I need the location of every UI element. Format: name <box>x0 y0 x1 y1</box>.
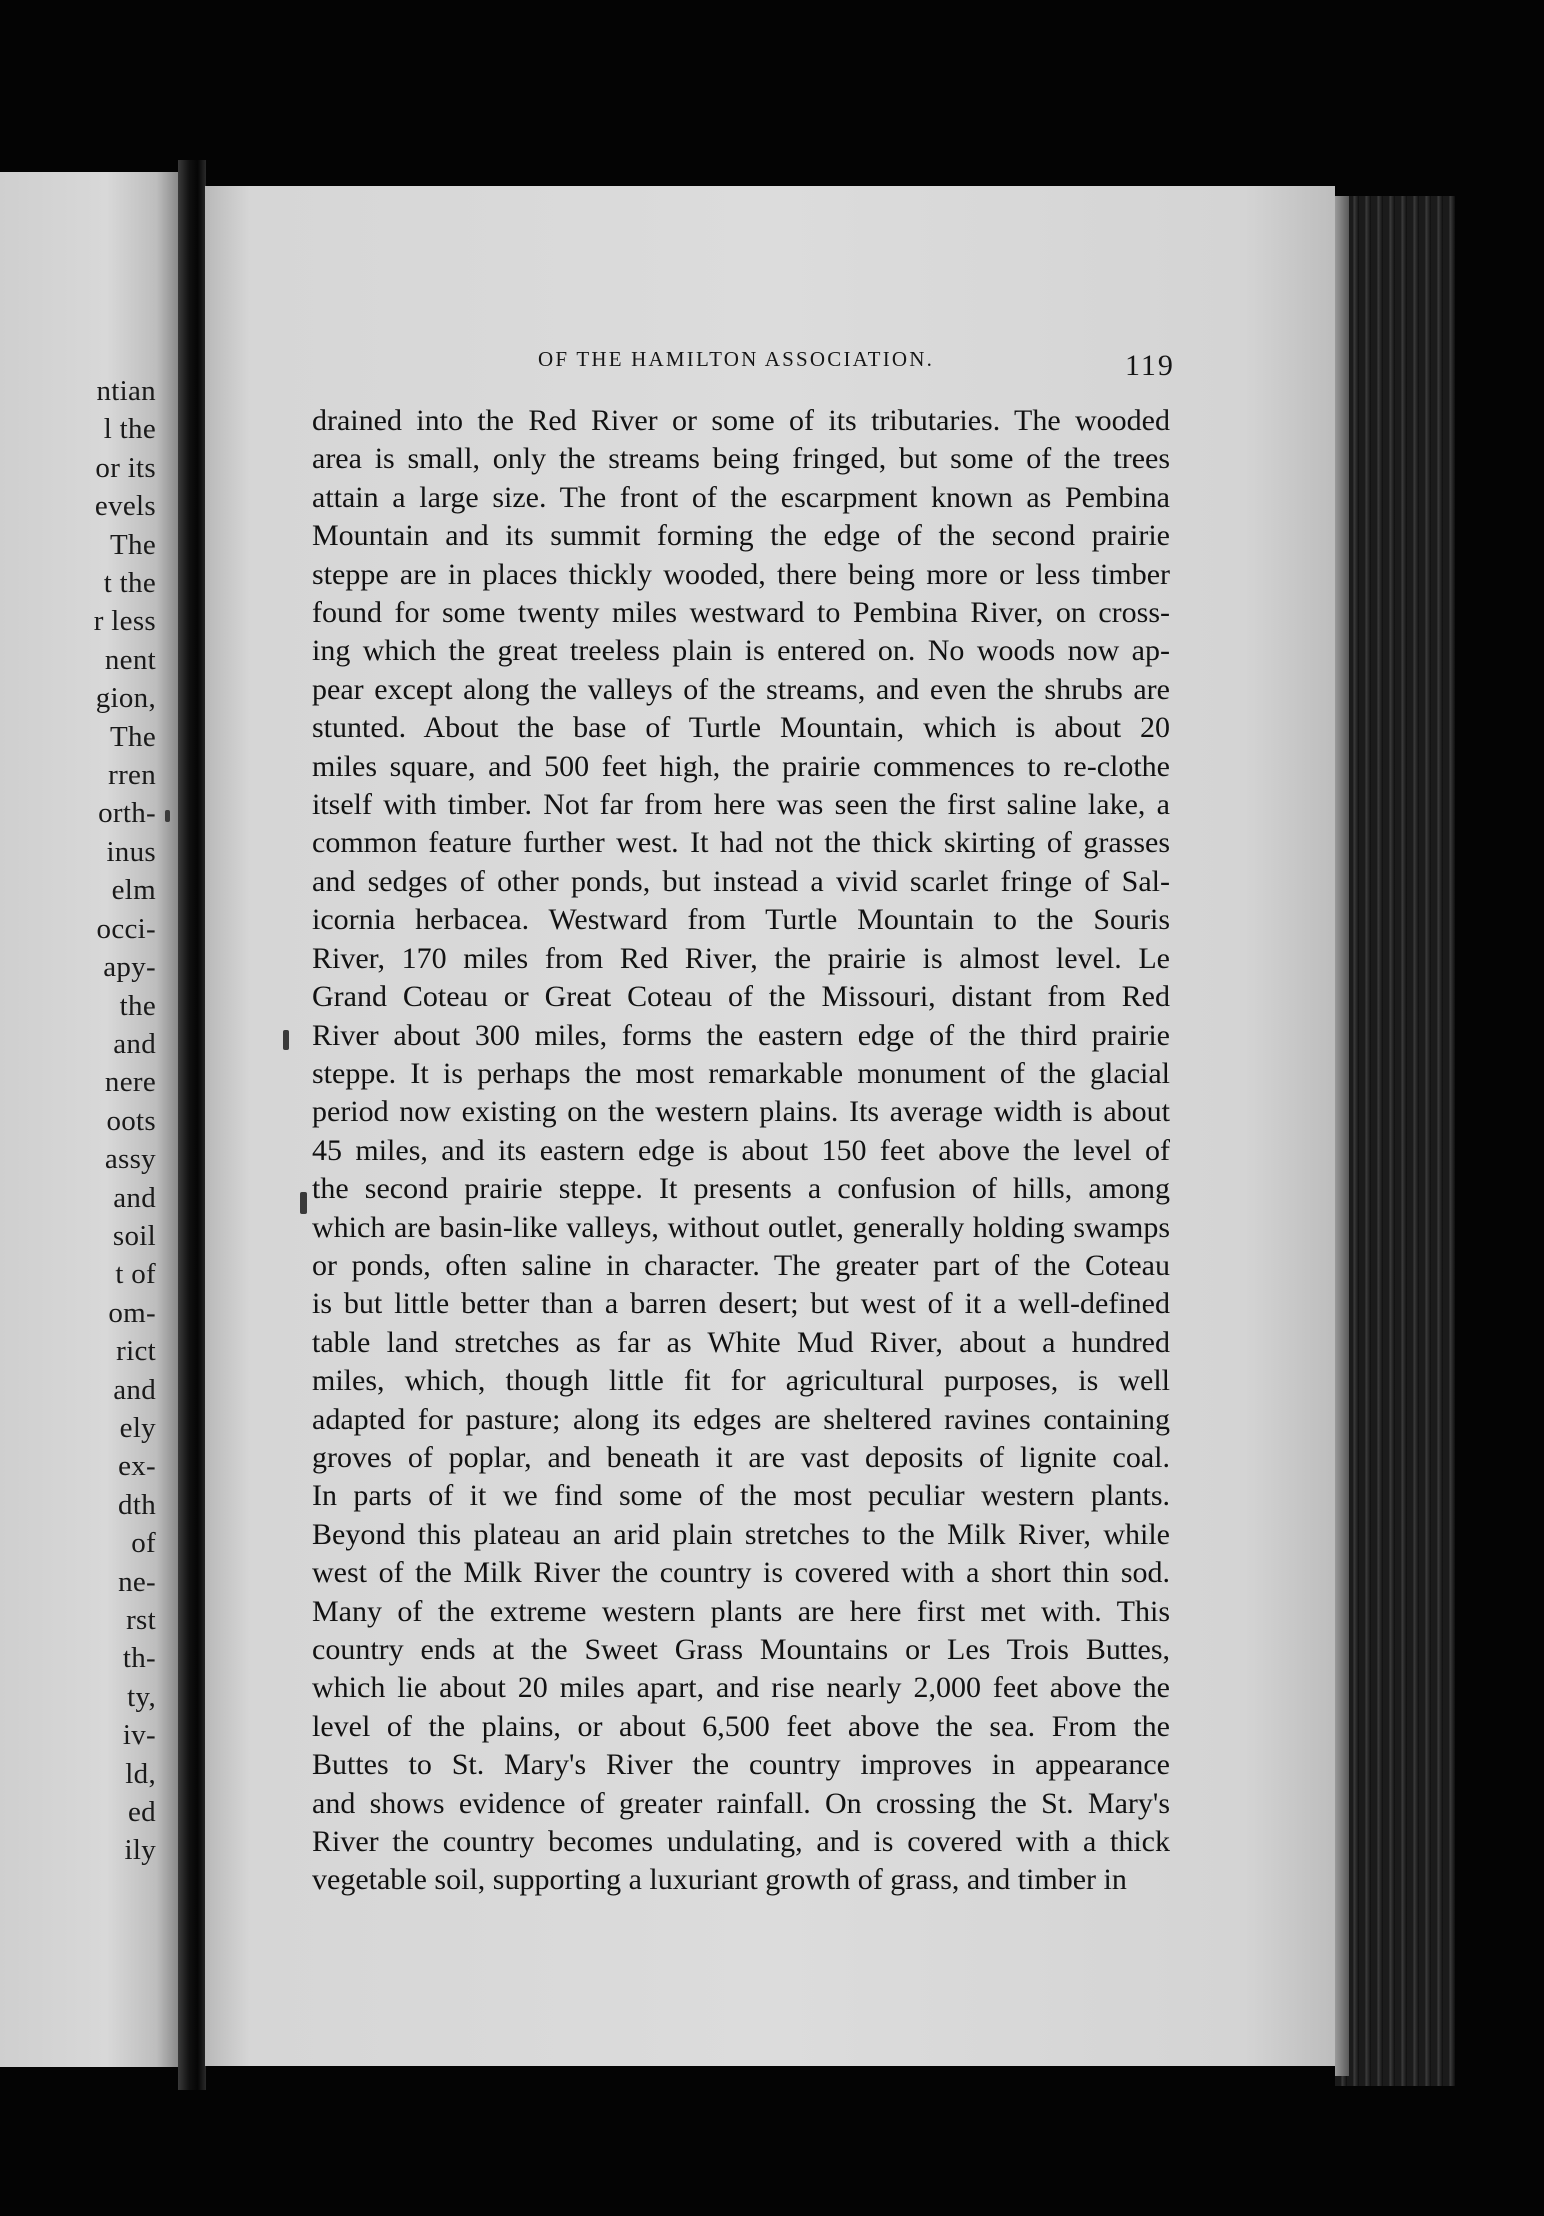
left-page-fragment: ntian <box>96 375 156 407</box>
left-page-fragment: l the <box>103 413 156 446</box>
left-page-fragment: and <box>113 1373 156 1406</box>
text-line: and sedges of other ponds, but instead a vivid scarlet fringe of Sal- <box>312 864 1170 898</box>
left-page-fragment: ne- <box>118 1565 156 1598</box>
text-line: 45 miles, and its eastern edge is about 150 feet above the level of <box>312 1133 1170 1167</box>
text-line: River about 300 miles, forms the eastern edge of the third prairie <box>312 1018 1170 1052</box>
margin-mark <box>300 1192 307 1214</box>
page-number: 119 <box>1125 349 1175 382</box>
text-line: ing which the great treeless plain is entered on. No woods now ap- <box>312 634 1170 668</box>
text-line: adapted for pasture; along its edges are sheltered ravines containing <box>312 1402 1170 1436</box>
left-page-fragment: soil <box>112 1219 156 1252</box>
left-page-fragment: t of <box>115 1258 156 1291</box>
left-page-fragment: t the <box>103 567 156 600</box>
left-page-fragment: om- <box>108 1296 156 1329</box>
text-line: table land stretches as far as White Mud River, about a hundred <box>312 1325 1170 1359</box>
left-page-fragment: rst <box>126 1604 156 1636</box>
page-gutter <box>178 160 206 2090</box>
left-page-fragment: and <box>113 1027 156 1060</box>
left-page-fragment: iv- <box>122 1719 156 1752</box>
left-page-fragment: r less <box>93 605 156 638</box>
text-line: level of the plains, or about 6,500 feet above the sea. From the <box>312 1709 1170 1743</box>
text-line: miles, which, though little fit for agricultural purposes, is well <box>312 1364 1170 1398</box>
left-page-fragment: gion, <box>95 682 156 715</box>
left-page-fragment: ily <box>124 1834 156 1867</box>
text-line: icornia herbacea. Westward from Turtle Mountain to the Souris <box>312 903 1170 937</box>
text-line: miles square, and 500 feet high, the prairie commences to re-clothe <box>312 749 1170 783</box>
page-edges <box>1335 196 1455 2086</box>
text-line: Beyond this plateau an arid plain stretches to the Milk River, while <box>312 1517 1170 1551</box>
text-line: steppe are in places thickly wooded, there being more or less timber <box>312 557 1170 591</box>
left-page-fragment: orth- <box>98 797 156 830</box>
left-page-fragment: ld, <box>125 1757 156 1790</box>
margin-mark <box>283 1030 289 1050</box>
left-page-fragment: dth <box>118 1488 156 1521</box>
left-page-fragment: and <box>113 1181 156 1214</box>
left-page-fragment: elm <box>111 874 156 907</box>
text-line: River the country becomes undulating, and is covered with a thick <box>312 1825 1170 1859</box>
text-line: River, 170 miles from Red River, the prairie is almost level. Le <box>312 941 1170 975</box>
text-line: Buttes to St. Mary's River the country improves in appearance <box>312 1748 1170 1782</box>
text-line: Mountain and its summit forming the edge of the second prairie <box>312 519 1170 553</box>
text-line: the second prairie steppe. It presents a confusion of hills, among <box>312 1172 1170 1206</box>
left-page-fragment: nere <box>104 1066 156 1099</box>
left-page-fragment: or its <box>95 451 156 484</box>
text-line: steppe. It is perhaps the most remarkable monument of the glacial <box>312 1056 1170 1090</box>
text-line: stunted. About the base of Turtle Mountain, which is about 20 <box>312 711 1170 745</box>
left-page-fragment: the <box>119 989 156 1022</box>
margin-mark <box>165 810 170 822</box>
text-line: groves of poplar, and beneath it are vast deposits of lignite coal. <box>312 1440 1170 1474</box>
text-line: or ponds, often saline in character. The greater part of the Coteau <box>312 1248 1170 1282</box>
text-line: country ends at the Sweet Grass Mountains or Les Trois Buttes, <box>312 1633 1170 1666</box>
text-line: attain a large size. The front of the escarpment known as Pembina <box>312 480 1170 514</box>
left-page-fragment: nent <box>104 643 156 676</box>
text-line: drained into the Red River or some of its tributaries. The wooded <box>312 404 1170 437</box>
left-page-fragment: of <box>131 1527 156 1560</box>
running-head: OF THE HAMILTON ASSOCIATION. <box>538 347 935 371</box>
text-line: period now existing on the western plains. Its average width is about <box>312 1095 1170 1129</box>
text-line: which lie about 20 miles apart, and rise nearly 2,000 feet above the <box>312 1671 1170 1705</box>
left-page-fragment: evels <box>94 490 156 523</box>
text-line: and shows evidence of greater rainfall. On crossing the St. Mary's <box>312 1786 1170 1820</box>
text-line: pear except along the valleys of the streams, and even the shrubs are <box>312 672 1170 706</box>
left-page-fragment: inus <box>106 835 156 868</box>
left-page <box>0 172 178 2067</box>
left-page-fragment: ely <box>119 1411 156 1444</box>
left-page-fragment: ed <box>128 1796 156 1829</box>
text-line: area is small, only the streams being fringed, but some of the trees <box>312 442 1170 476</box>
text-line: In parts of it we find some of the most peculiar western plants. <box>312 1479 1170 1513</box>
text-line: common feature further west. It had not the thick skirting of grasses <box>312 826 1170 860</box>
left-page-fragment: ty, <box>127 1680 156 1713</box>
left-page-fragment: apy- <box>103 951 156 984</box>
text-line: vegetable soil, supporting a luxuriant growth of grass, and timber in <box>312 1863 1127 1897</box>
text-line: is but little better than a barren desert; but west of it a well-defined <box>312 1287 1170 1321</box>
left-page-fragment: th- <box>122 1642 156 1675</box>
left-page-fragment: The <box>110 720 156 753</box>
left-page-fragment: ex- <box>118 1450 156 1483</box>
text-line: Grand Coteau or Great Coteau of the Missouri, distant from Red <box>312 980 1170 1014</box>
left-page-fragment: assy <box>104 1143 156 1176</box>
left-page-fragment: occi- <box>96 912 156 945</box>
text-line: itself with timber. Not far from here was seen the first saline lake, a <box>312 788 1170 822</box>
page-edge-highlight <box>1335 196 1349 2076</box>
left-page-text <box>94 372 156 1870</box>
body-text <box>312 402 1170 1900</box>
left-page-fragment: The <box>110 528 156 561</box>
text-line: found for some twenty miles westward to Pembina River, on cross- <box>312 596 1170 630</box>
left-page-fragment: rict <box>116 1335 156 1368</box>
text-line: which are basin-like valleys, without outlet, generally holding swamps <box>312 1210 1170 1244</box>
left-page-fragment: rren <box>108 759 156 792</box>
text-line: west of the Milk River the country is covered with a short thin sod. <box>312 1556 1170 1590</box>
left-page-fragment: oots <box>106 1104 156 1137</box>
text-line: Many of the extreme western plants are here first met with. This <box>312 1594 1170 1628</box>
